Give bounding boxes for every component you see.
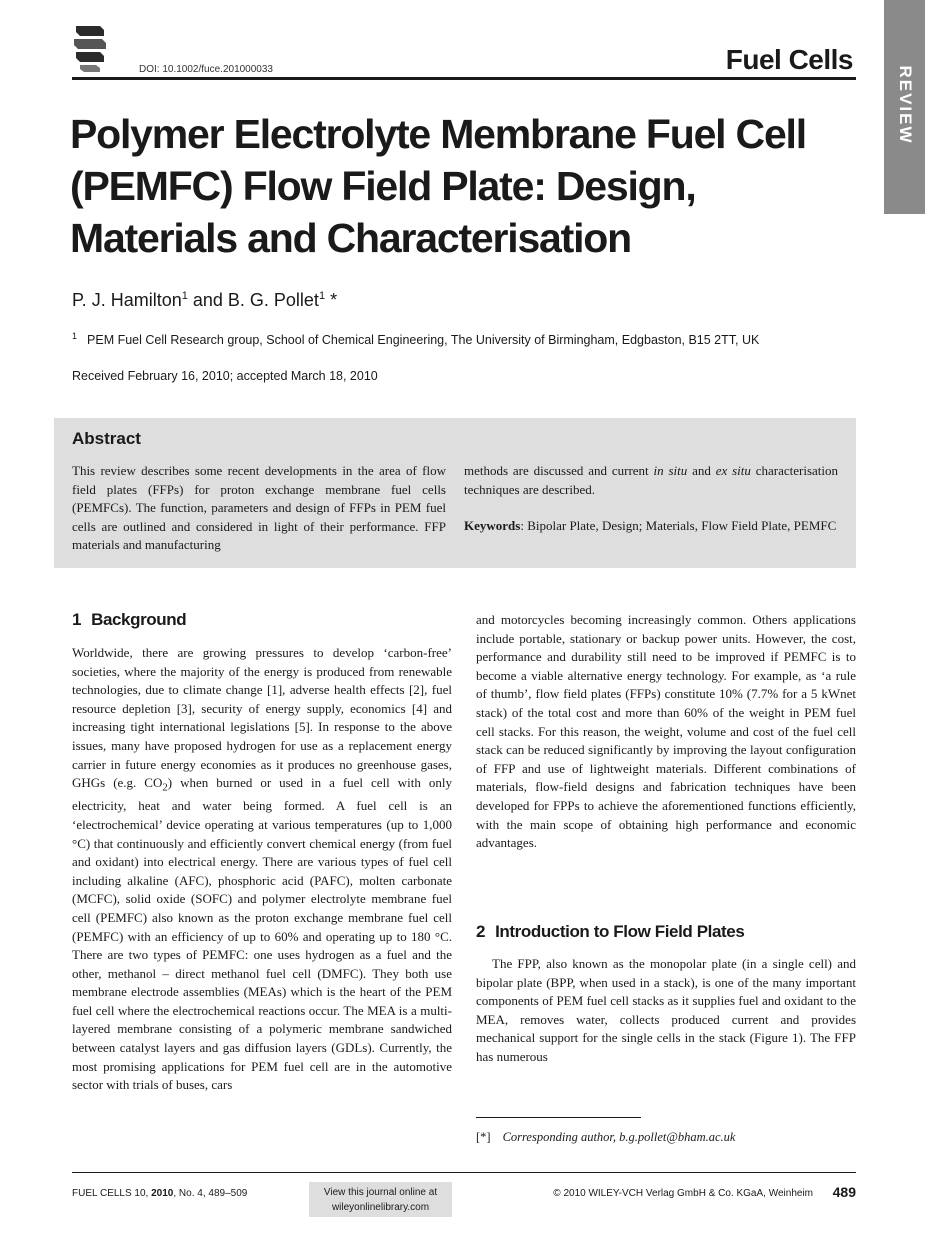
abstract-italic: ex situ <box>715 463 751 478</box>
citation-text: FUEL CELLS 10, <box>72 1188 152 1199</box>
abstract-text-left: This review describes some recent developments in the area of flow field plates (FFPs) for proton exchange membrane fuel cells (PEMFCs). The function, parameters and design of FFPs in PEM fuel cells are outlined and considered in light of their performance. FFP materials and manufacturing <box>72 463 446 553</box>
review-section-tab <box>884 0 925 214</box>
abstract-text: and <box>687 463 716 478</box>
footer-rule <box>72 1172 856 1173</box>
affiliation <box>72 331 759 347</box>
keywords <box>464 517 838 536</box>
footnote-rule <box>476 1117 641 1118</box>
affiliation-mark: 1 <box>72 331 78 341</box>
journal-name: Fuel Cells <box>725 44 853 75</box>
body-text: ) when burned or used in a fuel cell with only electricity, heat and water being formed. A fuel cell is an ‘electrochemical’ device operating at various temperatures (up to 1,000 °C) that continuously and efficiently convert chemical energy (from fuel and oxidant) into electrical energy. There are various types of fuel cell including alkaline (AFC), phosphoric acid (PAFC), molten carbonate (MCFC), solid oxide (SOFC) and polymer electrolyte membrane fuel cell (PEMFC) also known as the proton exchange membrane fuel cell (PEMFC) with an efficiency of up to 60% and operating up to 180 °C. There are two types of PEMFC: one uses hydrogen as a fuel and the other, methanol – direct methanol fuel cell (DMFC). They both use membrane electrode assemblies (MEAs) which is the heart of the PEM fuel cell where the electrochemical reactions occur. The MEA is a multi-layered membrane consisting of a polymeric membrane sandwiched between catalyst layers and gas diffusion layers (GDLs). Currently, the most promising applications for PEM fuel cell are in the automotive sector with trials of buses, cars <box>72 775 452 1093</box>
author-name: B. G. Pollet <box>227 290 319 310</box>
citation-text: , No. 4, 489–509 <box>173 1188 248 1199</box>
author-affiliation-mark: 1 <box>181 290 188 302</box>
section-heading <box>72 610 186 630</box>
section-title: Introduction to Flow Field Plates <box>495 922 745 941</box>
section-number: 2 <box>476 922 486 941</box>
received-dates: Received February 16, 2010; accepted March 18, 2010 <box>72 369 378 383</box>
online-notice-box <box>309 1182 452 1217</box>
affiliation-text: PEM Fuel Cell Research group, School of Chemical Engineering, The University of Birmingham, Edgbaston, B15 2TT, UK <box>87 333 760 348</box>
abstract-text: characterisation techniques are described. <box>464 463 838 497</box>
body-column-right <box>476 611 856 853</box>
journal-logo-icon <box>72 22 106 72</box>
review-tab-label: REVIEW <box>895 65 915 145</box>
author-joiner: and <box>187 290 228 310</box>
footer-citation <box>72 1188 247 1199</box>
abstract-text-right <box>464 462 838 536</box>
subscript: 2 <box>162 781 168 794</box>
online-notice-link[interactable]: wileyonlinelibrary.com <box>331 1202 430 1213</box>
section-heading <box>476 922 744 942</box>
author-name: P. J. Hamilton <box>72 290 182 310</box>
abstract-text: methods are discussed and current <box>464 463 654 478</box>
author-affiliation-mark: 1 <box>318 290 326 302</box>
footnote-mark: [*] <box>476 1130 491 1144</box>
online-notice-line: View this journal online at <box>323 1187 438 1198</box>
page-number: 489 <box>832 1184 856 1200</box>
section-number: 1 <box>72 610 82 629</box>
doi-label: DOI: 10.1002/fuce.201000033 <box>139 64 273 75</box>
section-title: Background <box>91 610 187 629</box>
article-title: Polymer Electrolyte Membrane Fuel Cell (PEMFC) Flow Field Plate: Design, Materials and Characterisation <box>70 111 806 261</box>
body-paragraph <box>72 644 452 1095</box>
abstract-italic: in situ <box>653 463 688 478</box>
author-list <box>72 290 337 311</box>
corresponding-star: * <box>325 290 338 310</box>
body-text: Worldwide, there are growing pressures to develop ‘carbon-free’ societies, where the majority of the energy is produced from renewable technologies, due to climate change [1], adverse health effects [2], fuel resource depletion [3], security of energy supply, economics [4] and increasing tight international legislations [5]. In response to the above issues, many have proposed hydrogen for use as a replacement energy carrier in future energy economies as it produces no greenhouse gases, GHGs (e.g. CO <box>72 645 452 791</box>
citation-year: 2010 <box>151 1188 174 1199</box>
body-column-left <box>72 644 452 1095</box>
keywords-label: Keywords <box>464 518 521 534</box>
header-rule <box>72 77 856 80</box>
body-column-right-section2 <box>476 955 856 1067</box>
footnote <box>476 1130 735 1145</box>
footnote-text: Corresponding author, b.g.pollet@bham.ac.uk <box>502 1130 736 1144</box>
abstract-heading: Abstract <box>72 429 141 448</box>
abstract-box <box>54 418 856 568</box>
keywords-text: : Bipolar Plate, Design; Materials, Flow Field Plate, PEMFC <box>520 518 837 534</box>
abstract-paragraph <box>464 462 838 499</box>
body-paragraph: The FPP, also known as the monopolar plate (in a single cell) and bipolar plate (BPP, when used in a stack), is one of the many important components of PEM fuel cell stacks as it supplies fuel and oxidant to the MEA, removes water, collects produced current and provides mechanical support for the single cells in the stack (Figure 1). The FFP has numerous <box>476 956 856 1064</box>
body-paragraph: and motorcycles becoming increasingly common. Others applications include portable, stationary or backup power units. However, the cost, performance and durability still need to be improved if PEMFC is to become a viable alternative energy technology. For example, as ‘a rule of thumb’, flow field plates (FFPs) constitute 10% (7.7% for a 5 kWnet stack) of the total cost and more than 60% of the weight in PEM fuel cell stacks. For this reason, the weight, volume and cost of the fuel cell stack can be reduced significantly by improving the layout configuration of FFP and use of lightweight materials. Different combinations of materials, flow-field designs and fabrication techniques have been developed for FPPs to achieve the aforementioned functions efficiently, with the main scope of obtaining high performance and economic advantages. <box>476 612 856 851</box>
copyright: © 2010 WILEY-VCH Verlag GmbH & Co. KGaA, Weinheim <box>553 1188 813 1199</box>
